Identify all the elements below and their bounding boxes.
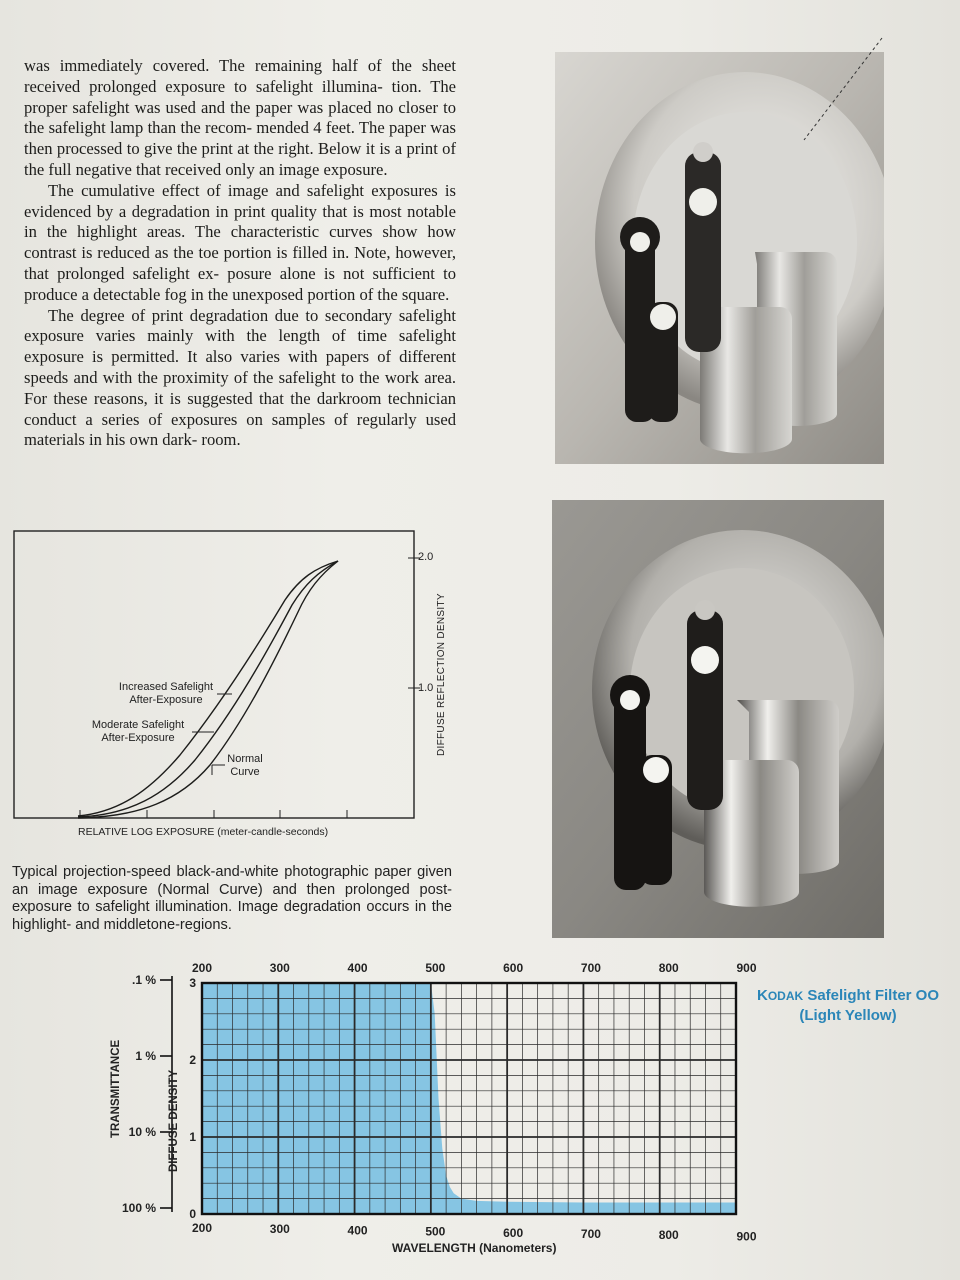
top-x-tick-label: 500 — [425, 961, 446, 975]
top-x-tick-label: 400 — [347, 961, 368, 975]
top-x-tick-label: 700 — [580, 961, 601, 975]
y-axis-title: DIFFUSE REFLECTION DENSITY — [436, 593, 447, 756]
x-axis-title: RELATIVE LOG EXPOSURE (meter-candle-seconds) — [78, 826, 329, 838]
transmittance-tick-label: 1 % — [135, 1049, 156, 1063]
bottom-x-tick-label: 700 — [580, 1227, 601, 1241]
transmittance-tick-label: .1 % — [131, 973, 156, 987]
density-axis-title: DIFFUSE DENSITY — [168, 1069, 180, 1172]
transmittance-tick-label: 100 % — [121, 1201, 156, 1215]
transmittance-tick-label: 10 % — [128, 1125, 156, 1139]
density-tick-label: 0 — [189, 1207, 196, 1221]
normal-curve-label: Normal Curve — [227, 753, 263, 778]
density-tick-label: 2 — [189, 1053, 196, 1067]
top-x-tick-label: 300 — [269, 961, 290, 975]
bottom-x-tick-label: 900 — [736, 1229, 757, 1244]
bottom-x-tick-label: 500 — [425, 1224, 446, 1239]
paragraph-3: The degree of print degradation due to secondary safelight exposure varies mainly with the length of time safelight exposure is permitted. It also varies with papers of different speeds and with the proximity of the safelight to the work area. For these reasons, it is suggested that the darkroom technician conduct a series of exposures on samples of regularly used materials in his own dark- room. — [24, 305, 456, 450]
bottom-x-tick-label: 300 — [269, 1222, 290, 1237]
filter-title — [748, 986, 948, 1025]
transmission-area — [202, 983, 736, 1214]
bottom-x-tick-label: 200 — [191, 1221, 213, 1235]
transmittance-axis-title: TRANSMITTANCE — [110, 1039, 122, 1138]
top-x-tick-label: 600 — [503, 961, 524, 975]
bottom-x-tick-label: 800 — [658, 1228, 679, 1243]
top-x-tick-label: 900 — [736, 961, 757, 975]
wavelength-axis-title: WAVELENGTH (Nanometers) — [392, 1241, 557, 1255]
bottom-x-tick-label: 600 — [503, 1225, 524, 1240]
paragraph-1: was immediately covered. The remaining half of the sheet received prolonged exposure to safelight illumina- tion. The proper safelight was used and the paper was placed no closer to the safelight lamp than the recom- mended 4 feet. The paper was then processed to give the print at the right. Below it is a print of the full negative that received only an image exposure. — [24, 56, 456, 179]
bottom-x-tick-label: 400 — [347, 1223, 368, 1238]
filter-title-line-1: KODAK Safelight Filter OO — [756, 987, 940, 1004]
density-tick-label: 1 — [189, 1130, 196, 1144]
density-tick-label: 3 — [189, 976, 196, 990]
filter-title-line-2: (Light Yellow) — [799, 1007, 897, 1024]
y-tick-1: 1.0 — [418, 682, 434, 694]
figure-caption: Typical projection-speed black-and-white photographic paper given an image exposure (Normal Curve) and then prolonged post-exposure to safelight illumination. Image degradation occurs in the highlight- and middletone-regions. — [12, 864, 452, 933]
y-tick-2: 2.0 — [418, 551, 434, 563]
increased-safelight-label: Increased Safelight After-Exposure — [118, 681, 214, 706]
paragraph-2: The cumulative effect of image and safelight exposures is evidenced by a degradation in print quality that is most notable in the highlight areas. The characteristic curves show how contrast is reduced as the toe portion is filled in. Note, however, that prolonged safelight ex- posure alone is not sufficient to produce a detectable fog in the unexposed portion of the square. — [24, 180, 456, 304]
top-x-tick-label: 200 — [191, 961, 213, 975]
moderate-safelight-label: Moderate Safelight After-Exposure — [91, 719, 185, 744]
top-x-tick-label: 800 — [658, 961, 679, 975]
